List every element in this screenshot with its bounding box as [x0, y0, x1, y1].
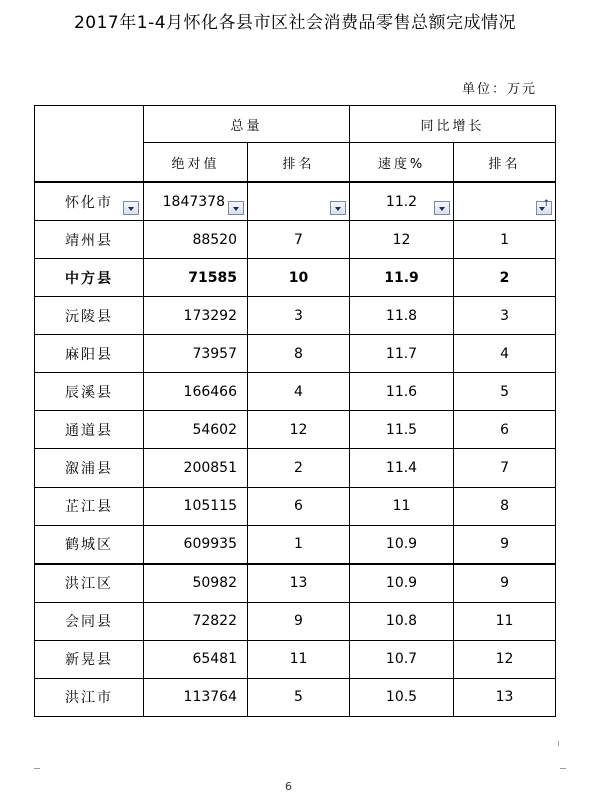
- table-row: [35, 678, 556, 716]
- row-rank: [248, 182, 350, 221]
- row-speed: 11.5: [350, 411, 454, 449]
- row-rank2: 5: [454, 373, 556, 411]
- row-speed: 11.7: [350, 335, 454, 373]
- table-row: [35, 640, 556, 678]
- retail-sales-table: [34, 105, 556, 717]
- table-row: [35, 221, 556, 259]
- filter-dropdown-button[interactable]: [434, 201, 450, 215]
- row-name: 洪江区: [35, 564, 144, 603]
- row-rank2: 9: [454, 525, 556, 564]
- row-name: 中方县: [35, 259, 144, 297]
- row-value: 1847378: [144, 182, 248, 221]
- row-value: 54602: [144, 411, 248, 449]
- row-rank2: 7: [454, 449, 556, 487]
- row-value: 65481: [144, 640, 248, 678]
- table-row: [35, 449, 556, 487]
- row-speed: 11.4: [350, 449, 454, 487]
- row-name: 洪江市: [35, 678, 144, 716]
- row-rank: 6: [248, 487, 350, 525]
- row-speed: 11: [350, 487, 454, 525]
- row-speed: 10.9: [350, 564, 454, 603]
- row-rank2: 3: [454, 297, 556, 335]
- table-row: [35, 335, 556, 373]
- row-rank: 9: [248, 602, 350, 640]
- row-rank: 11: [248, 640, 350, 678]
- row-name: 通道县: [35, 411, 144, 449]
- row-value: 609935: [144, 525, 248, 564]
- header-corner: [35, 106, 144, 183]
- header-speed: 速度%: [350, 143, 454, 183]
- row-name: 辰溪县: [35, 373, 144, 411]
- row-rank2: 9: [454, 564, 556, 603]
- row-value: 50982: [144, 564, 248, 603]
- header-growth: 同比增长: [350, 106, 556, 143]
- row-value: 71585: [144, 259, 248, 297]
- page-number: 6: [285, 780, 292, 793]
- row-value: 200851: [144, 449, 248, 487]
- row-rank2: 6: [454, 411, 556, 449]
- row-name: 鹤城区: [35, 525, 144, 564]
- margin-mark: [34, 768, 40, 769]
- row-name: 麻阳县: [35, 335, 144, 373]
- table-row: [35, 602, 556, 640]
- row-name: 新晃县: [35, 640, 144, 678]
- table-row: [35, 487, 556, 525]
- row-value: 105115: [144, 487, 248, 525]
- row-value: 88520: [144, 221, 248, 259]
- header-rank: 排名: [248, 143, 350, 183]
- table-row: [35, 297, 556, 335]
- row-speed: 11.2: [350, 182, 454, 221]
- row-value: 72822: [144, 602, 248, 640]
- header-total: 总量: [144, 106, 350, 143]
- filter-dropdown-button[interactable]: [228, 201, 244, 215]
- page-title: 2017年1-4月怀化各县市区社会消费品零售总额完成情况: [73, 13, 517, 33]
- row-value: 166466: [144, 373, 248, 411]
- table-row-highlighted: [35, 259, 556, 297]
- margin-mark: [558, 741, 559, 746]
- row-rank: 13: [248, 564, 350, 603]
- row-rank: 2: [248, 449, 350, 487]
- table-row: [35, 564, 556, 603]
- row-speed: 11.8: [350, 297, 454, 335]
- row-speed: 10.7: [350, 640, 454, 678]
- row-rank: 7: [248, 221, 350, 259]
- table-row: [35, 373, 556, 411]
- row-name: 靖州县: [35, 221, 144, 259]
- row-value: 73957: [144, 335, 248, 373]
- row-rank2: 11: [454, 602, 556, 640]
- row-rank: 5: [248, 678, 350, 716]
- row-rank2: 13: [454, 678, 556, 716]
- row-speed: 10.5: [350, 678, 454, 716]
- row-speed: 10.8: [350, 602, 454, 640]
- row-rank2: 8: [454, 487, 556, 525]
- row-name: 芷江县: [35, 487, 144, 525]
- header-rank2: 排名: [454, 143, 556, 183]
- filter-dropdown-button[interactable]: [330, 201, 346, 215]
- row-speed: 12: [350, 221, 454, 259]
- row-rank: 8: [248, 335, 350, 373]
- row-rank2: 1: [454, 221, 556, 259]
- table-row: [35, 525, 556, 564]
- row-speed: 11.6: [350, 373, 454, 411]
- row-rank: 10: [248, 259, 350, 297]
- row-rank2: 2: [454, 259, 556, 297]
- row-name: 溆浦县: [35, 449, 144, 487]
- row-rank2: 12: [454, 640, 556, 678]
- row-rank2: 4: [454, 335, 556, 373]
- row-rank: 3: [248, 297, 350, 335]
- filter-dropdown-button[interactable]: [123, 201, 139, 215]
- row-speed: 10.9: [350, 525, 454, 564]
- header-absolute: 绝对值: [144, 143, 248, 183]
- row-speed: 11.9: [350, 259, 454, 297]
- row-rank: 4: [248, 373, 350, 411]
- row-value: 173292: [144, 297, 248, 335]
- row-rank2: [454, 182, 556, 221]
- unit-label: 单位：万元: [462, 82, 538, 97]
- table-row: [35, 411, 556, 449]
- row-name: 沅陵县: [35, 297, 144, 335]
- row-name: 怀化市: [35, 182, 144, 221]
- table-row: [35, 182, 556, 221]
- row-rank: 12: [248, 411, 350, 449]
- margin-mark: [560, 768, 566, 769]
- row-name: 会同县: [35, 602, 144, 640]
- row-value: 113764: [144, 678, 248, 716]
- sort-dropdown-button[interactable]: [536, 201, 552, 215]
- row-rank: 1: [248, 525, 350, 564]
